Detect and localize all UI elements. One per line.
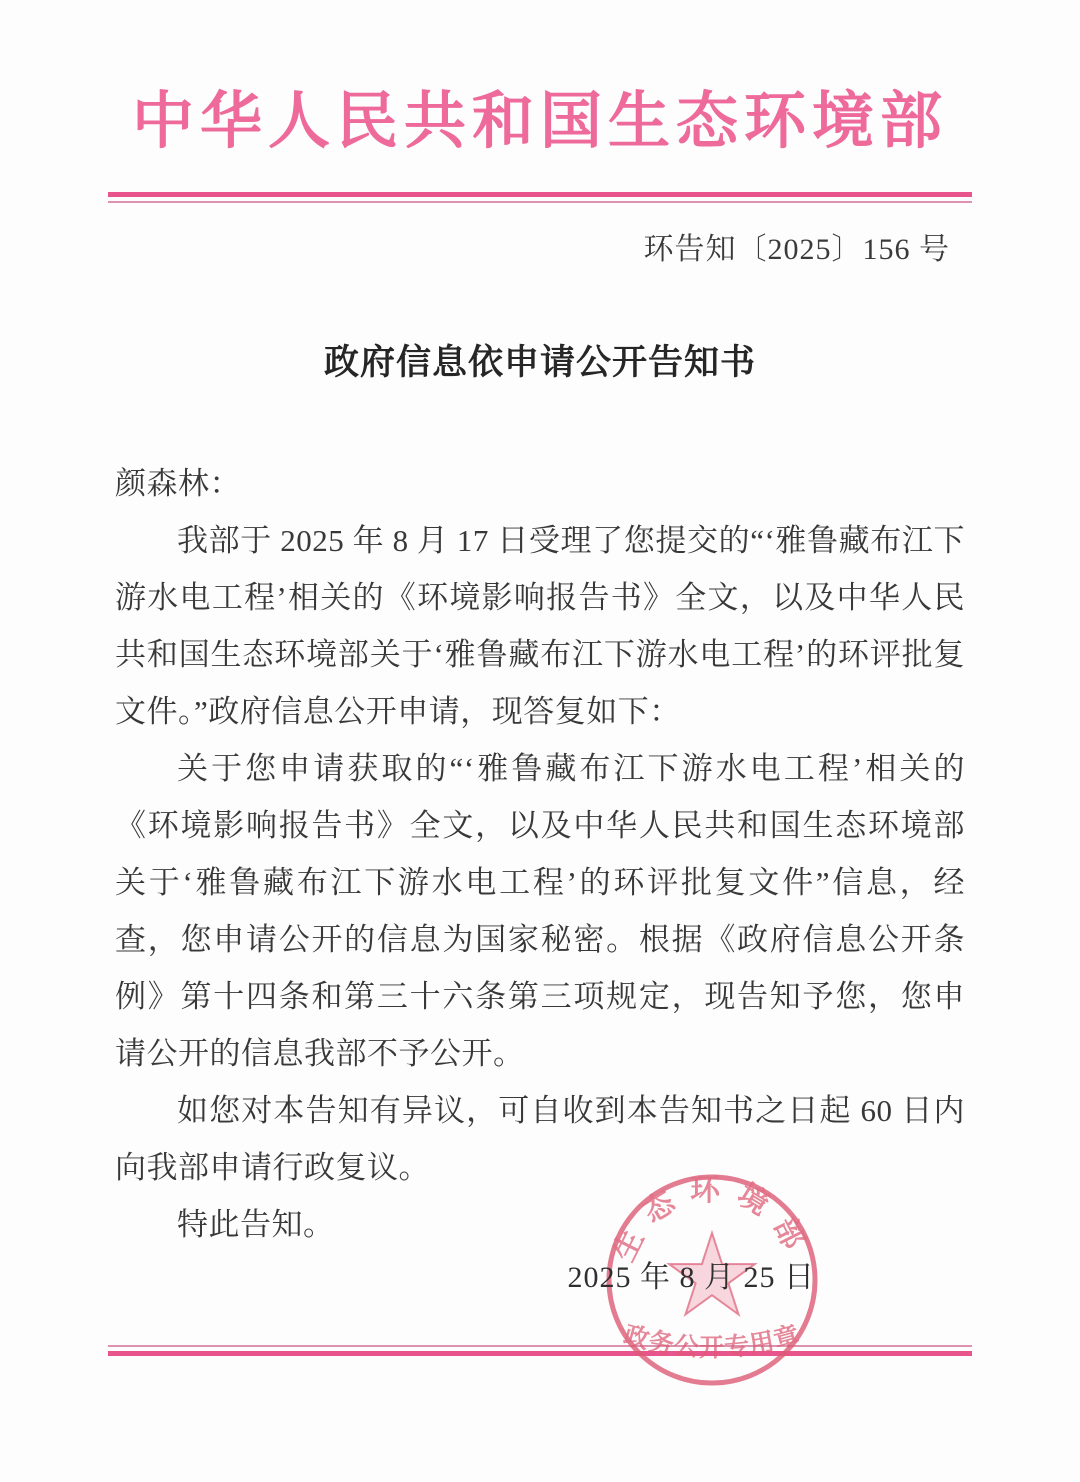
header-divider-thin-line <box>108 201 972 203</box>
salutation: 颜森林： <box>115 466 241 501</box>
doc-number: 环告知〔2025〕156 号 <box>643 233 950 266</box>
seal-ring-text: 生态环境部 <box>607 1174 817 1267</box>
header-org-name: 中华人民共和国生态环境部 <box>131 88 948 156</box>
seal-bottom-text: 政务公开专用章 <box>620 1321 804 1362</box>
body-paragraph-4: 特此告知。 <box>177 1207 335 1242</box>
body-paragraph-3: 如您对本告知有异议，可自收到本告知书之日起 60 日内向我部申请行政复议。 <box>115 1093 965 1185</box>
footer-divider-thick-line <box>108 1351 972 1356</box>
letter-body <box>115 455 965 1253</box>
body-paragraph-2: 关于您申请获取的“‘雅鲁藏布江下游水电工程’相关的《环境影响报告书》全文，以及中华人民共和国生态环境部关于‘雅鲁藏布江下游水电工程’的环评批复文件”信息，经查，您申请公开的信息为国家秘密。根据《政府信息公开条例》第十四条和第三十六条第三项规定，现告知予您，您申请公开的信息我部不予公开。 <box>115 751 965 1071</box>
issue-date: 2025 年 8 月 25 日 <box>567 1261 815 1294</box>
footer-divider <box>108 1345 972 1356</box>
document-title: 政府信息依申请公开告知书 <box>323 343 756 382</box>
body-paragraph-1: 我部于 2025 年 8 月 17 日受理了您提交的“‘雅鲁藏布江下游水电工程’相关的《环境影响报告书》全文，以及中华人民共和国生态环境部关于‘雅鲁藏布江下游水电工程’的环评批复文件。”政府信息公开申请，现答复如下： <box>115 523 965 729</box>
header-divider <box>108 192 972 203</box>
